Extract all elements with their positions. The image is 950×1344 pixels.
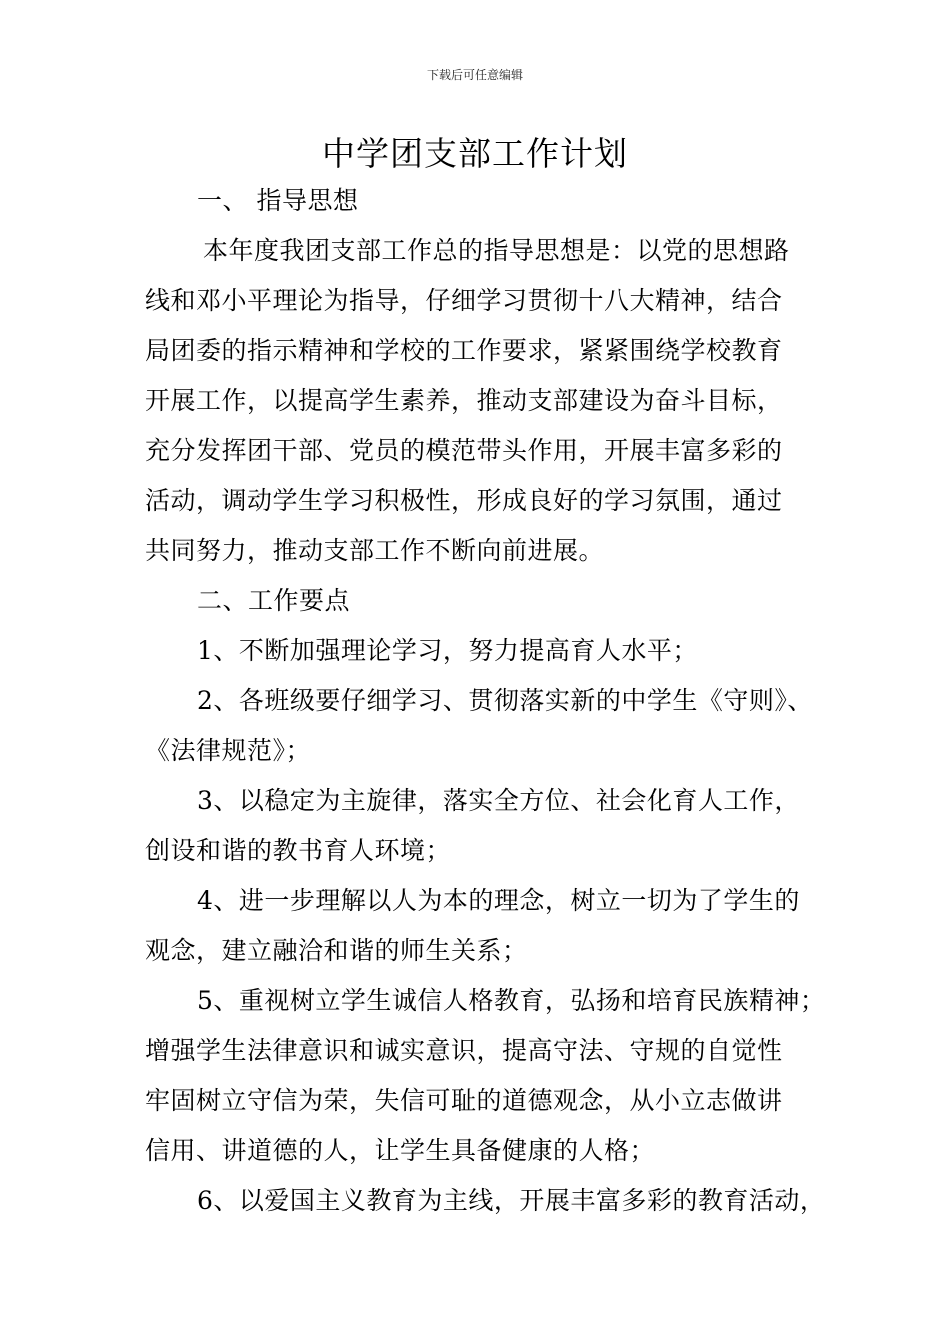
list-item-continuation: 增强学生法律意识和诚实意识，提高守法、守规的自觉性 <box>145 1036 783 1065</box>
paragraph-line: 线和邓小平理论为指导，仔细学习贯彻十八大精神，结合 <box>145 286 783 315</box>
paragraph-line: 开展工作，以提高学生素养，推动支部建设为奋斗目标， <box>145 386 783 415</box>
list-item: 6、以爱国主义教育为主线，开展丰富多彩的教育活动， <box>197 1186 826 1215</box>
header-note: 下载后可任意编辑 <box>426 68 523 82</box>
document-title: 中学团支部工作计划 <box>322 134 628 173</box>
list-item-continuation: 《法律规范》； <box>145 736 312 765</box>
paragraph-line: 本年度我团支部工作总的指导思想是：以党的思想路 <box>203 236 790 265</box>
section-heading-guiding-ideology: 一、 指导思想 <box>197 186 359 215</box>
paragraph-line: 活动，调动学生学习积极性，形成良好的学习氛围，通过 <box>145 486 783 515</box>
list-item: 3、以稳定为主旋律，落实全方位、社会化育人工作， <box>197 786 800 815</box>
list-item-continuation: 牢固树立守信为荣，失信可耻的道德观念，从小立志做讲 <box>145 1086 783 1115</box>
list-item-continuation: 观念，建立融洽和谐的师生关系； <box>145 936 528 965</box>
list-item-continuation: 创设和谐的教书育人环境； <box>145 836 452 865</box>
list-item: 2、各班级要仔细学习、贯彻落实新的中学生《守则》、 <box>197 686 813 715</box>
paragraph-line: 共同努力，推动支部工作不断向前进展。 <box>145 536 605 565</box>
list-item-continuation: 信用、讲道德的人，让学生具备健康的人格； <box>145 1136 656 1165</box>
section-heading-work-points: 二、工作要点 <box>197 586 351 615</box>
paragraph-line: 局团委的指示精神和学校的工作要求，紧紧围绕学校教育 <box>145 336 783 365</box>
document-body <box>145 176 826 1226</box>
list-item: 4、进一步理解以人为本的理念，树立一切为了学生的 <box>197 886 800 915</box>
list-item: 1、不断加强理论学习，努力提高育人水平； <box>197 636 698 665</box>
paragraph-line: 充分发挥团干部、党员的模范带头作用，开展丰富多彩的 <box>145 436 783 465</box>
list-item: 5、重视树立学生诚信人格教育，弘扬和培育民族精神； <box>197 986 826 1015</box>
